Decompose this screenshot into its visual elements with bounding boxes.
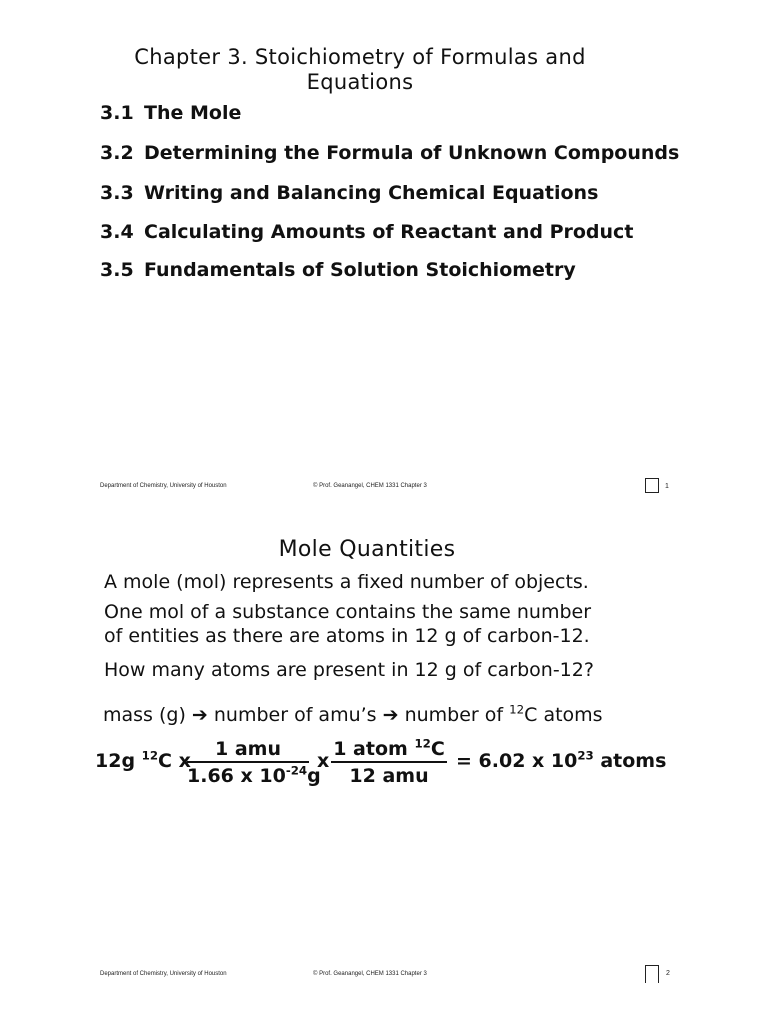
equation-times: x — [317, 750, 330, 772]
fraction-denominator: 1.66 x $10^{-24}g$ — [187, 763, 321, 787]
mole-explanation — [104, 600, 591, 648]
chain-atoms-unit: C atoms — [524, 704, 603, 726]
chapter-title-line-2: Equations — [306, 70, 414, 94]
toc-item — [100, 182, 598, 204]
mole-definition: A mole (mol) represents a fixed number of objects. — [104, 571, 589, 593]
fraction-denominator: 12 amu — [349, 765, 429, 787]
equation-result — [456, 750, 666, 772]
fraction-numerator: 1 atom $^{12}$C — [333, 736, 445, 760]
footer-department: Department of Chemistry, University of Houston — [100, 483, 227, 489]
result-exponent: 23 — [577, 748, 594, 763]
fraction-bar — [331, 761, 447, 763]
toc-item — [100, 102, 241, 124]
slide-title: Mole Quantities — [278, 537, 456, 562]
page-box-icon — [645, 965, 659, 983]
equation-mass: 12g — [95, 750, 136, 772]
equation-isotope-superscript: 12 — [141, 748, 159, 763]
toc-item-number: 3.5 — [100, 259, 134, 281]
arrow-right-icon: ➔ — [382, 704, 399, 726]
toc-item-text: The Mole — [144, 102, 242, 124]
toc-item-number: 3.2 — [100, 142, 134, 164]
slide-1 — [0, 0, 768, 500]
mole-explanation-line-1: One mol of a substance contains the same number — [104, 601, 592, 623]
equation-start — [95, 750, 191, 772]
toc-item-text: Fundamentals of Solution Stoichiometry — [144, 259, 576, 281]
chain-isotope-superscript: 12 — [509, 702, 525, 717]
footer-copyright: © Prof. Geanangel, CHEM 1331 Chapter 3 — [313, 971, 427, 977]
chain-atoms-label: number of — [404, 704, 504, 726]
mole-explanation-line-2: of entities as there are atoms in 12 g of carbon-12. — [104, 625, 590, 647]
equation-element: C x — [158, 750, 191, 772]
toc-item — [100, 221, 633, 243]
toc-item-text: Writing and Balancing Chemical Equations — [144, 182, 599, 204]
footer-copyright: © Prof. Geanangel, CHEM 1331 Chapter 3 — [313, 483, 427, 489]
result-value: = 6.02 x 10 — [456, 750, 578, 772]
chain-mass: mass (g) — [103, 704, 186, 726]
fraction-atom-per-amu — [331, 738, 447, 787]
toc-item-number: 3.3 — [100, 182, 134, 204]
fraction-numerator: 1 amu — [215, 738, 281, 760]
toc-item-text: Calculating Amounts of Reactant and Product — [144, 221, 634, 243]
page-number: 1 — [665, 483, 669, 490]
toc-item-text: Determining the Formula of Unknown Compounds — [144, 142, 680, 164]
slide-2 — [0, 500, 768, 1000]
chapter-title-line-1: Chapter 3. Stoichiometry of Formulas and — [134, 45, 586, 69]
question: How many atoms are present in 12 g of carbon-12? — [104, 659, 594, 681]
toc-item-number: 3.4 — [100, 221, 134, 243]
arrow-right-icon: ➔ — [191, 704, 208, 726]
conversion-chain — [103, 703, 603, 727]
footer-department: Department of Chemistry, University of Houston — [100, 971, 227, 977]
chain-amu: number of amu’s — [213, 704, 377, 726]
result-unit: atoms — [600, 750, 667, 772]
page-number: 2 — [666, 970, 670, 977]
chapter-title — [110, 45, 610, 95]
toc-item-number: 3.1 — [100, 102, 134, 124]
toc-item — [100, 259, 576, 281]
toc-item — [100, 142, 679, 164]
page-box-icon — [645, 478, 659, 493]
fraction-amu-per-gram — [187, 738, 321, 787]
